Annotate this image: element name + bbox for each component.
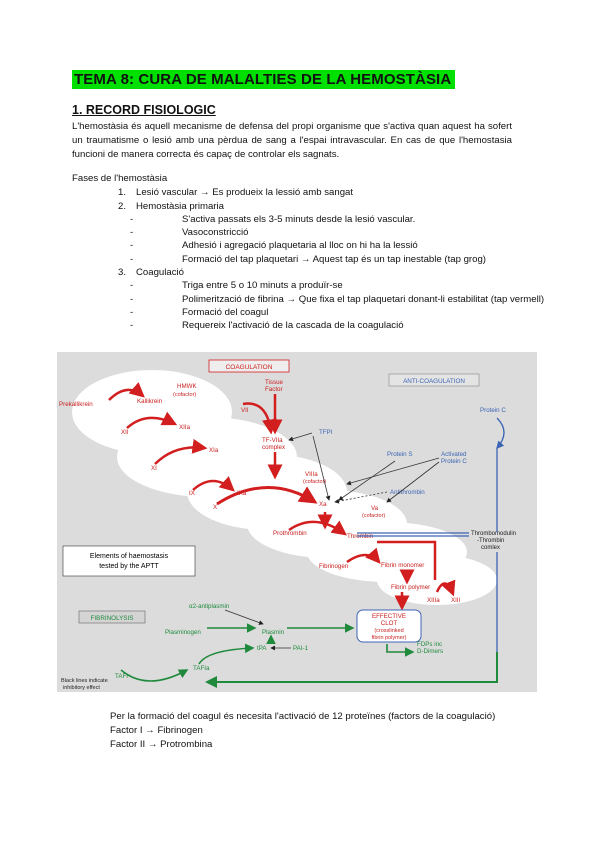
svg-text:fibrin polymer): fibrin polymer) <box>371 635 407 641</box>
node-hmwk: HMWK <box>177 383 197 390</box>
svg-text:-Thrombin: -Thrombin <box>477 538 505 544</box>
after-line: Per la formació del coagul és necesita l'activació de 12 proteïnes (factors de la coagulació) <box>110 711 496 722</box>
svg-text:Factor: Factor <box>265 386 283 393</box>
node-tafi: TAFI <box>115 673 128 680</box>
after-line: Factor I → Fibrinogen <box>110 725 203 736</box>
node-xiiia: XIIIa <box>427 597 440 604</box>
svg-text:D-Dimers: D-Dimers <box>417 648 444 655</box>
phases-list <box>72 172 544 333</box>
svg-text:complex: complex <box>262 444 286 451</box>
aptt-label: Elements of haemostasis <box>89 553 169 560</box>
anticoagulation-label: ANTI-COAGULATION <box>403 378 465 385</box>
node-kallikrein: Kallikrein <box>137 398 163 405</box>
node-tf-viia: TF-VIIa <box>262 437 283 444</box>
node-effective-clot: EFFECTIVE <box>371 613 407 620</box>
section-heading: 1. RECORD FISIOLOGIC <box>72 103 216 117</box>
node-plasmin: Plasmin <box>262 629 285 636</box>
sub-list-item: - Triga entre 5 o 10 minuts a produïr-se <box>130 280 343 292</box>
node-tpa: tPA <box>257 645 267 652</box>
node-xia: XIa <box>209 447 219 454</box>
node-fibrin-monomer: Fibrin monomer <box>381 562 425 569</box>
node-antithrombin: Antithrombin <box>390 489 425 496</box>
svg-text:(cofactor): (cofactor) <box>173 392 197 398</box>
svg-text:(cofactor): (cofactor) <box>303 479 327 485</box>
node-fibrinogen: Fibrinogen <box>319 563 349 570</box>
list-item: 3. Coagulació <box>118 267 185 279</box>
svg-text:inhibitory effect: inhibitory effect <box>63 685 100 691</box>
node-thrombomodulin: Thrombomodulin <box>471 531 517 537</box>
svg-text:Protein C: Protein C <box>441 458 467 465</box>
node-activated-protein-c: Activated <box>441 451 467 458</box>
svg-text:(crosslinked: (crosslinked <box>374 628 404 634</box>
page-title: TEMA 8: CURA DE MALALTIES DE LA HEMOSTÀSIA <box>72 70 455 89</box>
svg-text:(cofactor): (cofactor) <box>362 513 386 519</box>
node-xiii: XIII <box>451 597 461 604</box>
node-ixa: IXa <box>237 490 247 497</box>
svg-text:comlex: comlex <box>481 545 501 551</box>
node-thrombin: Thrombin <box>347 533 374 540</box>
node-vii: VII <box>241 407 249 414</box>
node-viiia: VIIIa <box>305 471 318 478</box>
node-prothrombin: Prothrombin <box>273 530 307 537</box>
list-item: 1. Lesió vascular → Es produeix la lessió amb sangat <box>118 187 354 199</box>
node-xi: XI <box>151 465 157 472</box>
coagulation-cascade-diagram <box>57 352 537 692</box>
sub-list-item: - Vasoconstricció <box>130 227 249 239</box>
node-ix: IX <box>189 490 195 497</box>
node-plasminogen: Plasminogen <box>165 629 201 636</box>
node-protein-s: Protein S <box>387 451 413 458</box>
node-tfpi: TFPI <box>319 429 333 436</box>
phases-heading: Fases de l'hemostàsia <box>72 173 168 184</box>
node-pai-1: PAI-1 <box>293 645 309 652</box>
svg-text:CLOT: CLOT <box>380 620 398 627</box>
after-paragraph <box>110 710 495 752</box>
sub-list-item: - Polimerització de fibrina → Que fixa el tap plaquetari donant-li estabilitat (tap vermell) <box>130 293 545 305</box>
node-prekallikrein: Prekallikrein <box>59 401 93 408</box>
fibrinolysis-label: FIBRINOLYSIS <box>90 615 134 622</box>
sub-list-item: - S'activa passats els 3-5 minuts desde la lesió vascular. <box>130 213 416 225</box>
node-tissue-factor: Tissue <box>265 379 283 386</box>
node-x: X <box>213 504 218 511</box>
node-xii: XII <box>121 429 129 436</box>
black-lines-note: Black lines indicate <box>61 678 108 684</box>
node-xiia: XIIa <box>179 424 191 431</box>
node-fdps: FDPs inc <box>417 641 443 648</box>
node-va: Va <box>371 505 379 512</box>
node-a2-antiplasmin: α2-antiplasmin <box>189 603 230 610</box>
sub-list-item: - Formació del tap plaquetari → Aquest tap és un tap inestable (tap grog) <box>130 253 486 265</box>
node-fibrin-polymer: Fibrin polymer <box>391 584 431 591</box>
after-line: Factor II → Protrombina <box>110 739 213 750</box>
node-tafia: TAFIa <box>193 665 210 672</box>
coagulation-label: COAGULATION <box>225 364 273 371</box>
aptt-label: tested by the APTT <box>99 563 159 570</box>
node-protein-c: Protein C <box>480 407 506 414</box>
node-xa: Xa <box>319 501 327 508</box>
sub-list-item: - Adhesió i agregació plaquetaria al lloc on hi ha la lessió <box>130 240 418 252</box>
intro-paragraph: L'hemostàsia és aquell mecanisme de defensa del propi organisme que s'activa quan aquest ha sofert un traumatisme o lesió amb una pèrdua de sang a l'espai intravascular. En cas de que l'hemostasia funcioni de manera correcta és capaç de controlar els sagnats. <box>72 121 512 160</box>
sub-list-item: - Formació del coagul <box>130 306 269 318</box>
sub-list-item: - Requereix l'activació de la cascada de la coagulació <box>130 320 404 332</box>
list-item: 2. Hemostàsia primaria <box>118 200 224 212</box>
